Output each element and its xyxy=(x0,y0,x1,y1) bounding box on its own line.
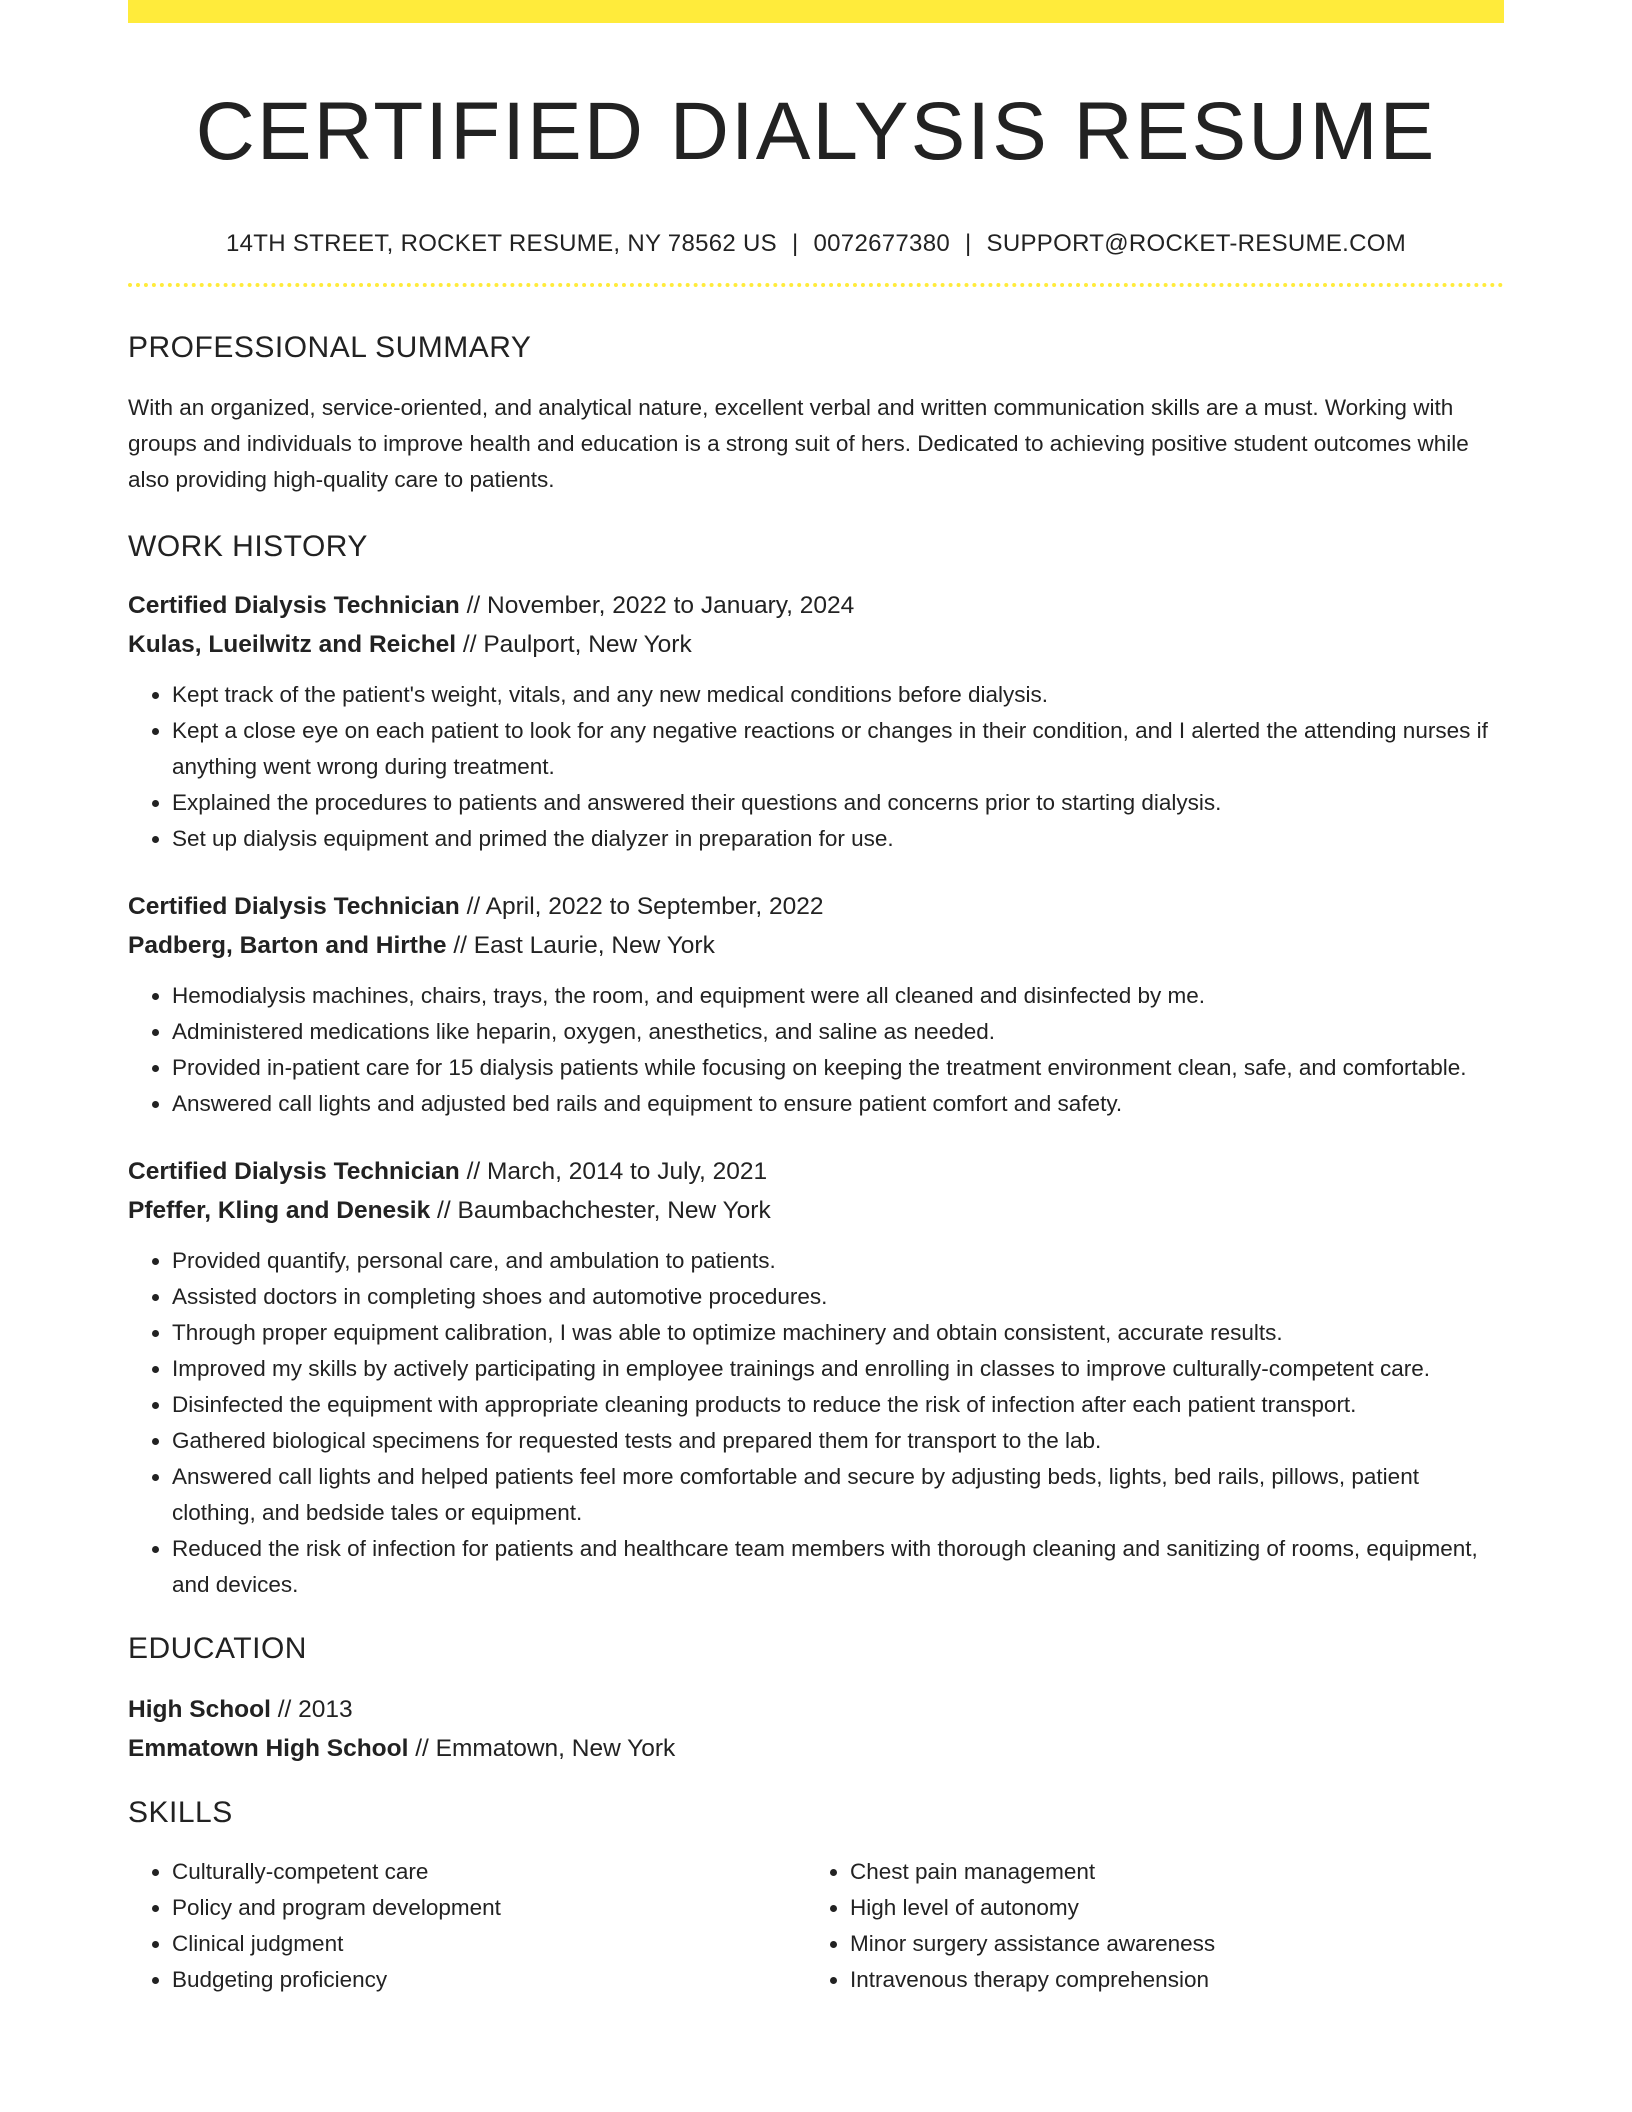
job-company-line xyxy=(128,926,1504,965)
contact-separator: | xyxy=(965,230,972,257)
job-bullet: • Gathered biological specimens for requested tests and prepared them for transport to the lab. xyxy=(172,1423,1504,1459)
job-title-line xyxy=(128,1152,1504,1191)
job-title-line xyxy=(128,586,1504,625)
skill-item: • Clinical judgment xyxy=(172,1926,806,1962)
skills-list-left xyxy=(128,1854,806,1998)
job-bullet: • Answered call lights and adjusted bed rails and equipment to ensure patient comfort and safety. xyxy=(172,1086,1504,1122)
job-bullet: • Set up dialysis equipment and primed the dialyzer in preparation for use. xyxy=(172,821,1504,857)
job-bullets xyxy=(128,1243,1504,1603)
education-school-line xyxy=(128,1729,1504,1768)
job-location: // Paulport, New York xyxy=(456,631,692,658)
skill-item: • High level of autonomy xyxy=(850,1890,1484,1926)
education-heading: EDUCATION xyxy=(128,1632,307,1665)
job-title: Certified Dialysis Technician xyxy=(128,1158,460,1185)
contact-separator: | xyxy=(791,230,799,257)
job-company: Pfeffer, Kling and Denesik xyxy=(128,1197,431,1224)
job-entry xyxy=(128,586,1504,857)
job-title: Certified Dialysis Technician xyxy=(128,893,460,920)
resume-title: CERTIFIED DIALYSIS RESUME xyxy=(195,86,1437,177)
job-title-line xyxy=(128,887,1504,926)
job-location: // Baumbachchester, New York xyxy=(430,1197,771,1224)
job-bullet: • Provided in-patient care for 15 dialysis patients while focusing on keeping the treatment environment clean, safe, and comfortable. xyxy=(172,1050,1504,1086)
job-bullet: • Provided quantify, personal care, and ambulation to patients. xyxy=(172,1243,1504,1279)
job-location: // East Laurie, New York xyxy=(446,932,715,959)
job-dates: // November, 2022 to January, 2024 xyxy=(459,592,855,619)
job-bullet: • Through proper equipment calibration, I was able to optimize machinery and obtain consistent, accurate results. xyxy=(172,1315,1504,1351)
skills-list-right xyxy=(806,1854,1484,1998)
job-bullet: • Disinfected the equipment with appropriate cleaning products to reduce the risk of infection after each patient transport. xyxy=(172,1387,1504,1423)
job-bullet: • Administered medications like heparin, oxygen, anesthetics, and saline as needed. xyxy=(172,1014,1504,1050)
job-bullet: • Improved my skills by actively participating in employee trainings and enrolling in classes to improve culturally-competent care. xyxy=(172,1351,1504,1387)
dotted-divider xyxy=(128,283,1504,287)
job-bullet: • Hemodialysis machines, chairs, trays, the room, and equipment were all cleaned and disinfected by me. xyxy=(172,978,1504,1014)
skills-columns xyxy=(128,1854,1504,1998)
skill-item: • Policy and program development xyxy=(172,1890,806,1926)
job-entry xyxy=(128,887,1504,1122)
job-bullet: • Kept track of the patient's weight, vitals, and any new medical conditions before dialysis. xyxy=(172,677,1504,713)
contact-address: 14TH STREET, ROCKET RESUME, NY 78562 US xyxy=(225,230,777,257)
education-degree: High School xyxy=(128,1696,271,1723)
job-company: Padberg, Barton and Hirthe xyxy=(128,932,447,959)
skill-item: • Chest pain management xyxy=(850,1854,1484,1890)
job-entry xyxy=(128,1152,1504,1603)
job-company: Kulas, Lueilwitz and Reichel xyxy=(128,631,457,658)
job-bullet: • Answered call lights and helped patients feel more comfortable and secure by adjusting beds, lights, bed rails, pillows, patient clothing, and bedside tales or equipment. xyxy=(172,1459,1504,1531)
job-bullets xyxy=(128,978,1504,1122)
education-degree-line xyxy=(128,1690,1504,1729)
summary-text: With an organized, service-oriented, and analytical nature, excellent verbal and written communication skills are a must. Working with groups and individuals to improve health and education is a strong suit of hers. Dedicated to achieving positive student outcomes while also providing high-quality care to patients. xyxy=(128,395,1469,492)
job-bullet: • Kept a close eye on each patient to look for any negative reactions or changes in their condition, and I alerted the attending nurses if anything went wrong during treatment. xyxy=(172,713,1504,785)
skills-heading: SKILLS xyxy=(128,1796,233,1829)
contact-phone: 0072677380 xyxy=(813,230,950,257)
education-location: // Emmatown, New York xyxy=(408,1735,676,1762)
skill-item: • Minor surgery assistance awareness xyxy=(850,1926,1484,1962)
skill-item: • Culturally-competent care xyxy=(172,1854,806,1890)
job-company-line xyxy=(128,625,1504,664)
education-school: Emmatown High School xyxy=(128,1735,409,1762)
job-bullet: • Reduced the risk of infection for patients and healthcare team members with thorough cleaning and sanitizing of rooms, equipment, and devices. xyxy=(172,1531,1504,1603)
skill-item: • Budgeting proficiency xyxy=(172,1962,806,1998)
job-company-line xyxy=(128,1191,1504,1230)
job-dates: // April, 2022 to September, 2022 xyxy=(459,893,824,920)
resume-content xyxy=(128,0,1504,1998)
skill-item: • Intravenous therapy comprehension xyxy=(850,1962,1484,1998)
job-title: Certified Dialysis Technician xyxy=(128,592,460,619)
contact-email: SUPPORT@ROCKET-RESUME.COM xyxy=(986,230,1407,257)
job-bullet: • Explained the procedures to patients and answered their questions and concerns prior to starting dialysis. xyxy=(172,785,1504,821)
job-bullet: • Assisted doctors in completing shoes and automotive procedures. xyxy=(172,1279,1504,1315)
summary-heading: PROFESSIONAL SUMMARY xyxy=(128,331,532,364)
contact-line xyxy=(128,228,1504,260)
education-year: // 2013 xyxy=(270,1696,353,1723)
job-dates: // March, 2014 to July, 2021 xyxy=(459,1158,768,1185)
job-bullets xyxy=(128,677,1504,857)
work-history-heading: WORK HISTORY xyxy=(128,530,368,563)
